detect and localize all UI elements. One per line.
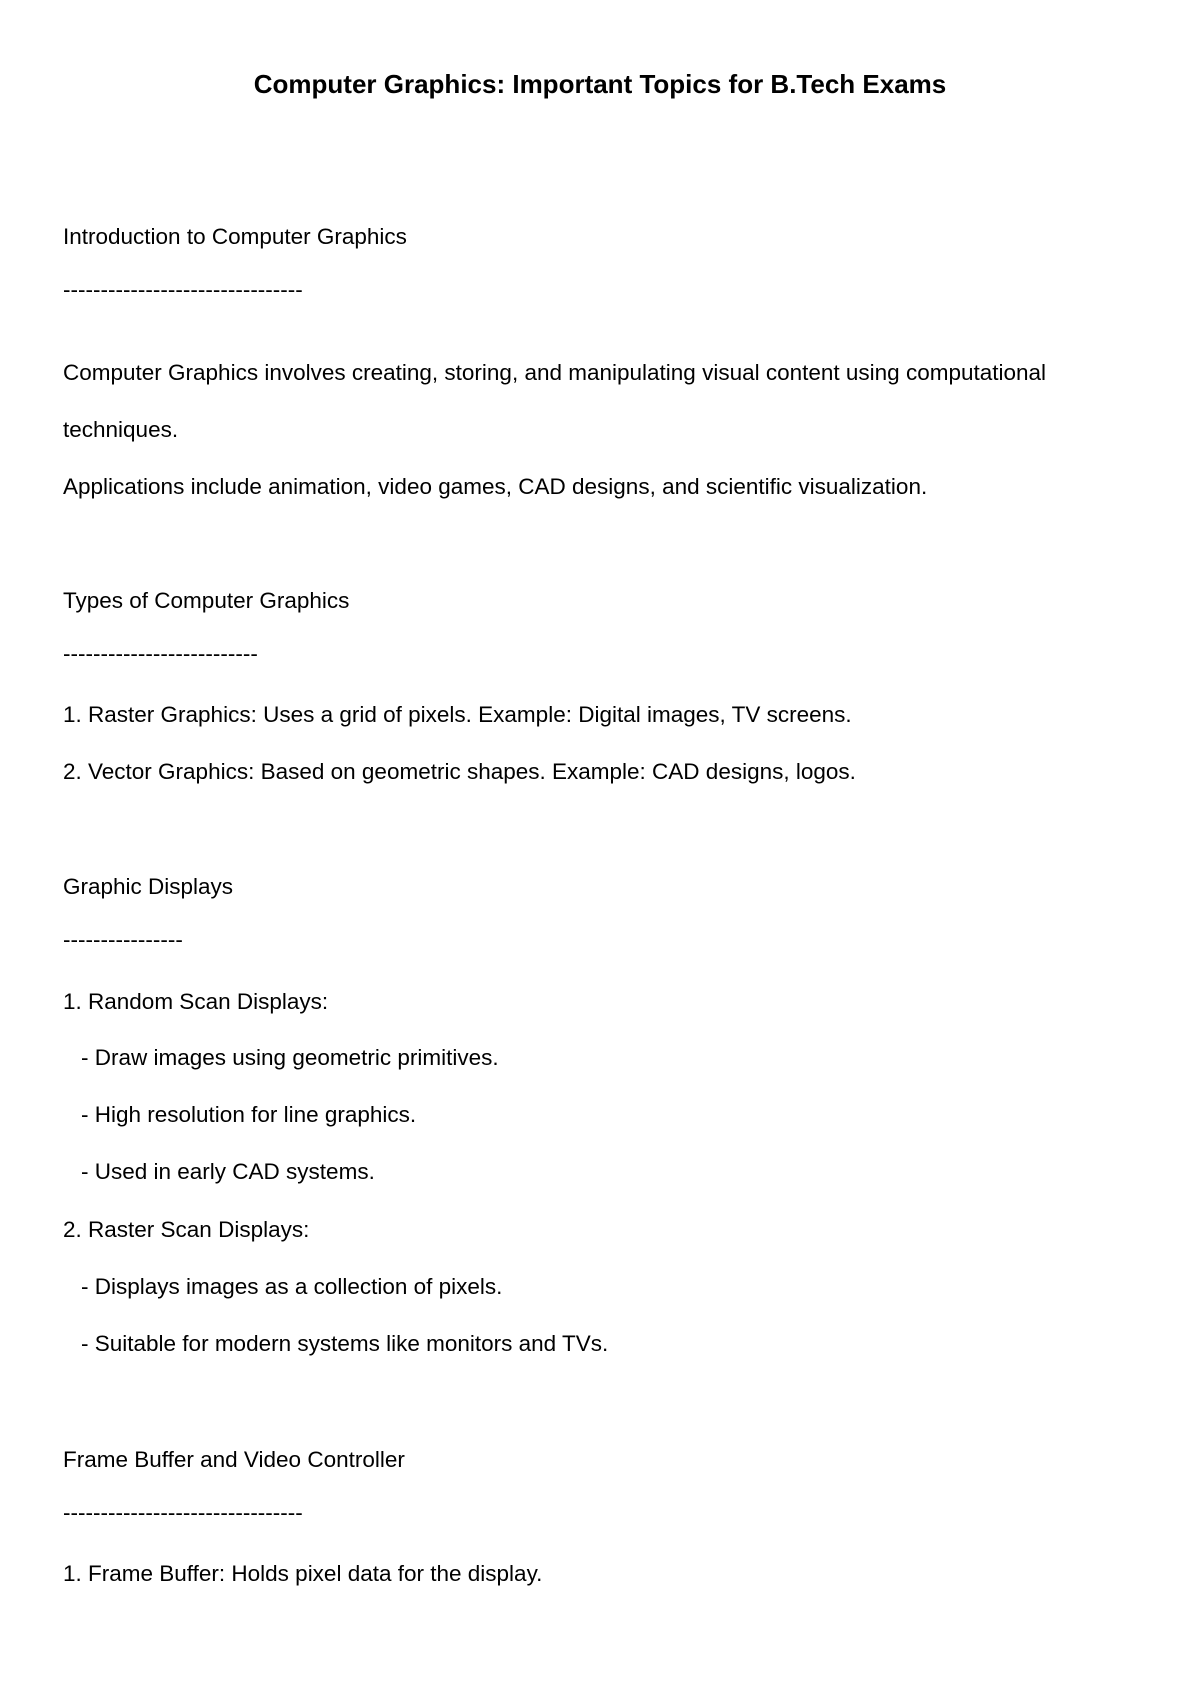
sub-list-item: - Suitable for modern systems like monitors and TVs. <box>81 1331 609 1356</box>
document-title: Computer Graphics: Important Topics for B.Tech Exams <box>253 69 947 99</box>
paragraph-line: techniques. <box>63 417 179 442</box>
list-item: 1. Raster Graphics: Uses a grid of pixels. Example: Digital images, TV screens. <box>63 702 852 727</box>
section-heading-introduction: Introduction to Computer Graphics <box>63 224 407 249</box>
sub-list-item: - Draw images using geometric primitives. <box>81 1045 499 1070</box>
paragraph-line: Computer Graphics involves creating, storing, and manipulating visual content using computational <box>63 360 1047 385</box>
list-item: 1. Frame Buffer: Holds pixel data for the display. <box>63 1561 543 1586</box>
list-item: 2. Vector Graphics: Based on geometric shapes. Example: CAD designs, logos. <box>63 759 856 784</box>
list-item: 1. Random Scan Displays: <box>63 989 329 1014</box>
sub-list-item: - Displays images as a collection of pixels. <box>81 1274 503 1299</box>
section-rule: -------------------------------- <box>63 277 303 302</box>
section-rule: -------------------------- <box>63 641 258 666</box>
sub-list-item: - Used in early CAD systems. <box>81 1159 375 1184</box>
section-heading-graphic-displays: Graphic Displays <box>63 874 234 899</box>
list-item: 2. Raster Scan Displays: <box>63 1217 310 1242</box>
paragraph-line: Applications include animation, video games, CAD designs, and scientific visualization. <box>63 474 928 499</box>
section-rule: ---------------- <box>63 927 183 952</box>
sub-list-item: - High resolution for line graphics. <box>81 1102 417 1127</box>
section-rule: -------------------------------- <box>63 1500 303 1525</box>
section-heading-types: Types of Computer Graphics <box>63 588 350 613</box>
section-heading-frame-buffer: Frame Buffer and Video Controller <box>63 1447 405 1472</box>
